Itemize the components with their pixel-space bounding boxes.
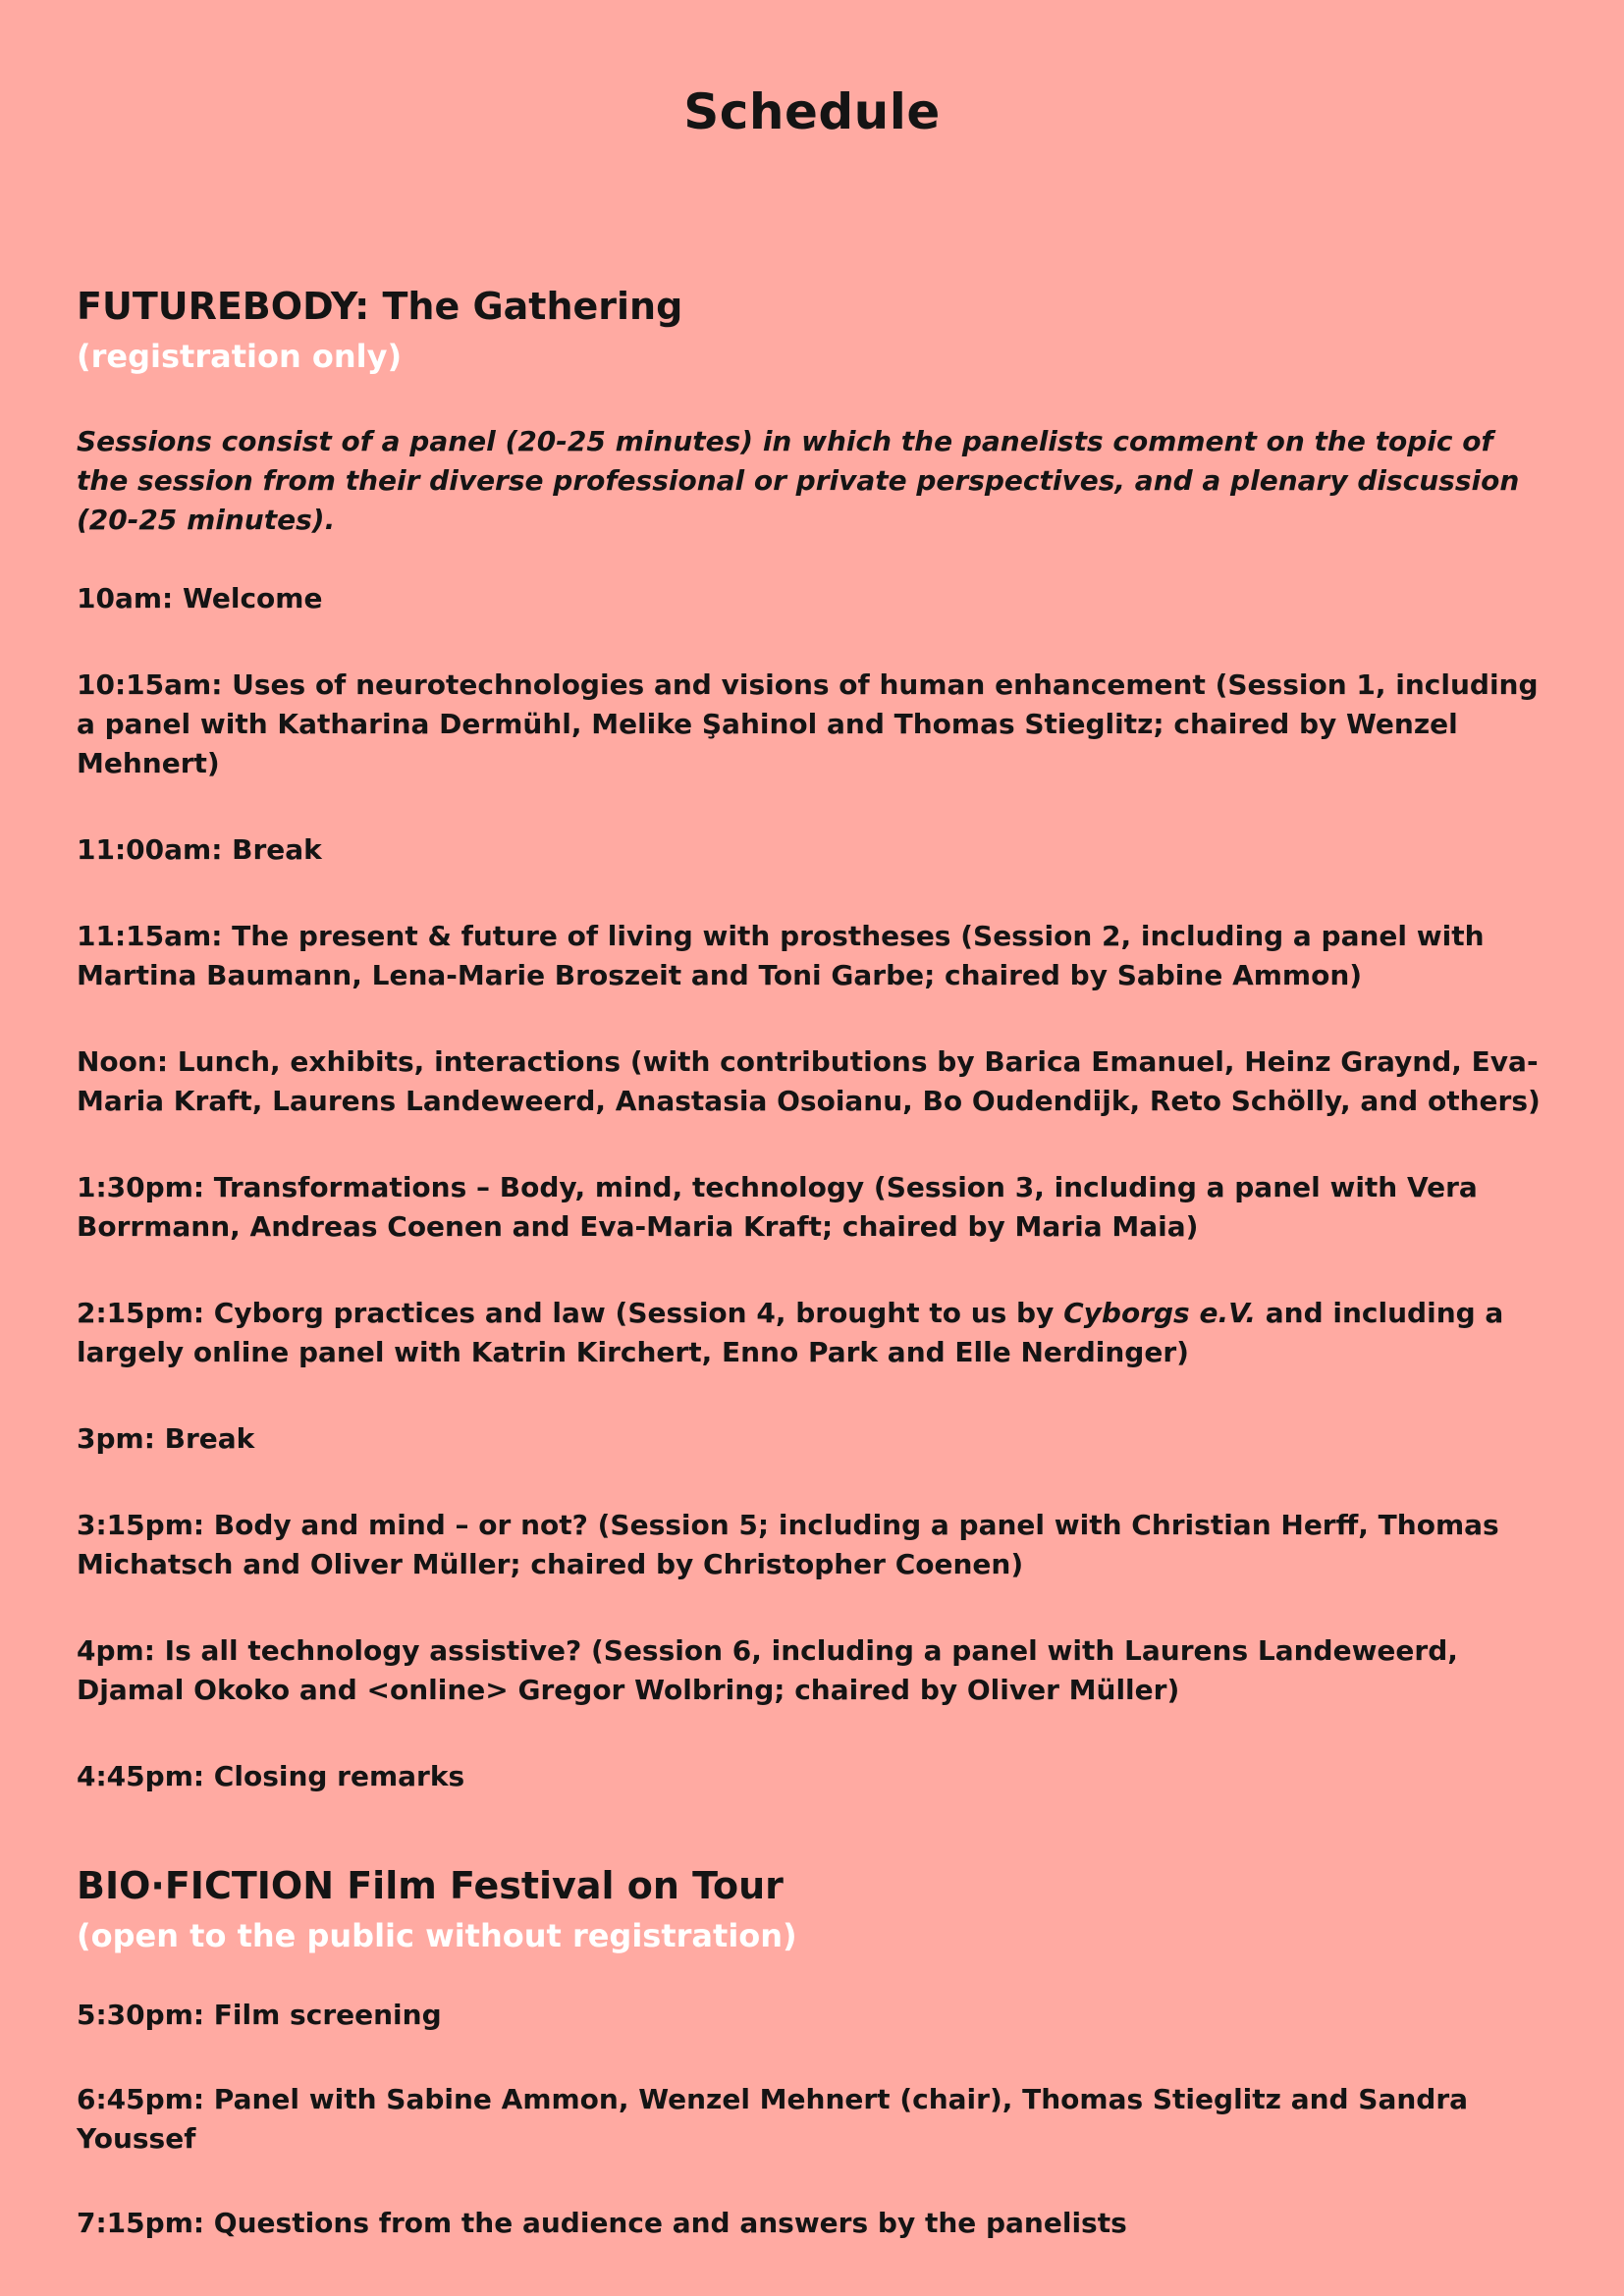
schedule-item-welcome: 10am: Welcome bbox=[77, 582, 323, 614]
film-festival-section bbox=[77, 1860, 1547, 2243]
schedule-item-break-2: 3pm: Break bbox=[77, 1422, 255, 1455]
page-title: Schedule bbox=[683, 83, 941, 140]
schedule-item-break-1: 11:00am: Break bbox=[77, 833, 322, 866]
schedule-item-screening: 5:30pm: Film screening bbox=[77, 1999, 442, 2031]
schedule-item-session-3: 1:30pm: Transformations – Body, mind, technology (Session 3, including a panel with Vera Borrmann, Andreas Coenen and Eva-Maria Kraft; chaired by Maria Maia) bbox=[77, 1171, 1478, 1243]
gathering-section bbox=[77, 281, 1547, 1796]
schedule-item-session-4 bbox=[77, 1294, 1547, 1372]
gathering-intro: Sessions consist of a panel (20-25 minutes) in which the panelists comment on the topic of the session from their diverse professional or private perspectives, and a plenary discussion (20-25 minutes). bbox=[77, 425, 1520, 536]
gathering-schedule-list bbox=[77, 579, 1547, 1796]
gathering-heading: FUTUREBODY: The Gathering bbox=[77, 285, 683, 328]
schedule-item-lunch: Noon: Lunch, exhibits, interactions (with contributions by Barica Emanuel, Heinz Graynd, Eva-Maria Kraft, Laurens Landeweerd, Anastasia Osoianu, Bo Oudendijk, Reto Schölly, and others) bbox=[77, 1045, 1541, 1117]
session-4-organizer: Cyborgs e.V. bbox=[1063, 1297, 1257, 1329]
schedule-item-session-1: 10:15am: Uses of neurotechnologies and visions of human enhancement (Session 1, including a panel with Katharina Dermühl, Melike Şahinol and Thomas Stieglitz; chaired by Wenzel Mehnert) bbox=[77, 668, 1539, 779]
film-note: (open to the public without registration) bbox=[77, 1917, 797, 1954]
schedule-item-questions: 7:15pm: Questions from the audience and answers by the panelists bbox=[77, 2207, 1127, 2239]
session-4-text-end: and including a largely online panel with Katrin Kirchert, Enno Park and Elle Nerdinger) bbox=[77, 1297, 1504, 1368]
schedule-item-session-6: 4pm: Is all technology assistive? (Session 6, including a panel with Laurens Landeweerd, Djamal Okoko and <online> Gregor Wolbring; chaired by Oliver Müller) bbox=[77, 1634, 1458, 1706]
film-schedule-list bbox=[77, 1996, 1547, 2243]
gathering-note: (registration only) bbox=[77, 338, 403, 375]
schedule-item-session-2: 11:15am: The present & future of living with prostheses (Session 2, including a panel with Martina Baumann, Lena-Marie Broszeit and Toni Garbe; chaired by Sabine Ammon) bbox=[77, 920, 1485, 991]
schedule-item-closing: 4:45pm: Closing remarks bbox=[77, 1760, 465, 1792]
session-4-text-start: 2:15pm: Cyborg practices and law (Session 4, brought to us by bbox=[77, 1297, 1064, 1329]
film-heading: BIO·FICTION Film Festival on Tour bbox=[77, 1864, 784, 1907]
schedule-item-panel: 6:45pm: Panel with Sabine Ammon, Wenzel Mehnert (chair), Thomas Stieglitz and Sandra Youssef bbox=[77, 2083, 1469, 2155]
schedule-item-session-5: 3:15pm: Body and mind – or not? (Session 5; including a panel with Christian Herff, Thomas Michatsch and Oliver Müller; chaired by Christopher Coenen) bbox=[77, 1509, 1499, 1580]
